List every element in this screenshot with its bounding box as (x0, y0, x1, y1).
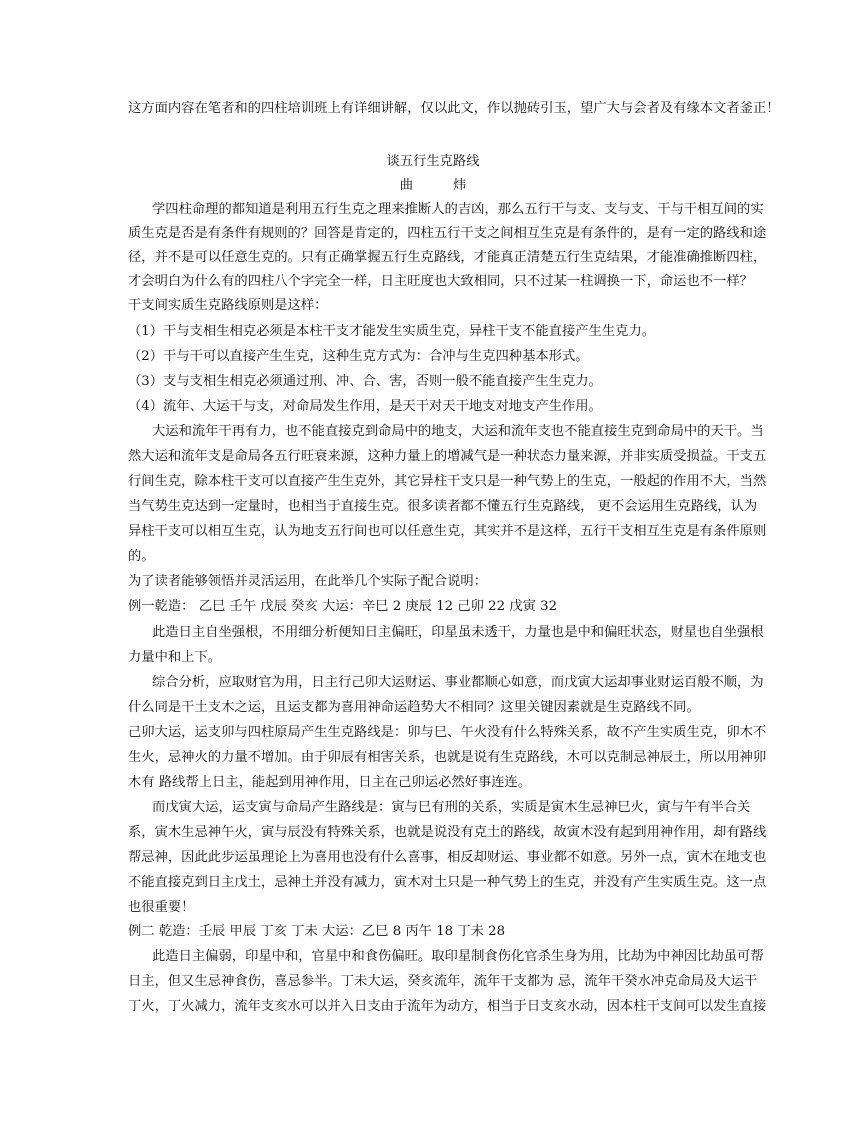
example-1-text: 不能直接克到日主戊土，忌神土并没有减力，寅木对土只是一种气势上的生克，并没有产生实质生克。这一点 (128, 875, 767, 890)
example-intro: 为了读者能够领悟并灵活运用，在此举几个实际子配合说明： (128, 574, 488, 589)
article-author (0, 174, 866, 198)
article-title: 谈五行生克路线 (386, 154, 480, 169)
paragraph-1-line: 学四柱命理的都知道是利用五行生克之理来推断人的吉凶，那么五行干与支、支与支、干与干相互间的实 (152, 202, 764, 217)
paragraph-2-line: 然大运和流年支是命局各五行旺衰来源，这种力量上的增减气是一种状态力量来源，并非实质受损益。干支五 (128, 449, 767, 464)
paragraph-2-line: 行间生克，除本柱干支可以直接产生生克外，其它异柱干支只是一种气势上的生克，一般起的作用不大，当然 (128, 474, 767, 489)
example-2-text: 此造日主偏弱，印星中和，官星中和食伤偏旺。取印星制食伤化官杀生身为用，比劫为中神因比劫虽可帮 (152, 949, 764, 964)
intro-line: 这方面内容在笔者和的四柱培训班上有详细讲解，仅以此文，作以抛砖引玉，望广大与会者及有缘本文者釜正！ (128, 101, 780, 116)
rule-item: （2）干与干可以直接产生生克，这种生克方式为：合冲与生克四种基本形式。 (128, 349, 589, 364)
example-2-header: 例二 乾造：壬辰 甲辰 丁亥 丁未 大运：乙巳 8 丙午 18 丁未 28 (128, 924, 506, 939)
example-1-text: 力量中和上下。 (128, 650, 222, 665)
rule-item: （4）流年、大运干与支，对命局发生作用，是天干对天干地支对地支产生作用。 (128, 399, 602, 414)
example-2-text: 丁火，丁火减力，流年支亥水可以并入日支由于流年为动方，相当于日支亥水动，因本柱干支间可以发生直接 (128, 999, 767, 1014)
example-1-text: 己卯大运，运支卯与四柱原局产生生克路线是：卯与巳、午火没有什么特殊关系，故不产生实质生克，卯木不 (128, 725, 767, 740)
paragraph-2-line: 大运和流年干再有力，也不能直接克到命局中的地支，大运和流年支也不能直接生克到命局中的天干。当 (152, 424, 764, 439)
paragraph-2-line: 异柱干支可以相互生克，认为地支五行间也可以任意生克，其实并不是这样，五行干支相互生克是有条件原则 (128, 524, 767, 539)
example-1-text: 帮忌神，因此此步运虽理论上为喜用也没有什么喜事，相反却财运、事业都不如意。另外一点，寅木在地支也 (128, 850, 767, 865)
example-1-text: 此造日主自坐强根，不用细分析便知日主偏旺，印星虽未透干，力量也是中和偏旺状态，财星也自坐强根 (152, 625, 764, 640)
paragraph-2-line: 的。 (128, 549, 155, 564)
example-1-text: 生火，忌神火的力量不增加。由于卯辰有相害关系，也就是说有生克路线，木可以克制忌神辰土，所以用神卯 (128, 750, 767, 765)
rule-item: （3）支与支相生相克必须通过刑、冲、合、害，否则一般不能直接产生生克力。 (128, 374, 602, 389)
example-1-text: 系，寅木生忌神午火，寅与辰没有特殊关系，也就是说没有克土的路线，故寅木没有起到用神作用，却有路线 (128, 825, 767, 840)
example-1-text: 也很重要！ (128, 900, 195, 915)
paragraph-2-line: 当气势生克达到一定量时，也相当于直接生克。很多读者都不懂五行生克路线， 更不会运用生克路线，认为 (128, 499, 758, 514)
paragraph-1-line: 才会明白为什么有的四柱八个字完全一样，日主旺度也大致相同，只不过某一柱调换一下，命运也不一样？ (128, 274, 753, 289)
author-given: 曲 (399, 178, 413, 193)
example-1-text: 而戊寅大运，运支寅与命局产生路线是：寅与巳有刑的关系，实质是寅木生忌神巳火，寅与午有半合关 (152, 800, 751, 815)
example-1-text: 木有 路线帮上日主，能起到用神作用，日主在己卯运必然好事连连。 (128, 775, 532, 790)
example-1-header: 例一乾造： 乙巳 壬午 戊辰 癸亥 大运：辛巳 2 庚辰 12 己卯 22 戊寅 32 (128, 599, 558, 614)
example-1-text: 什么同是干土支木之运，且运支都为喜用神命运趋势大不相同？这里关键因素就是生克路线不同。 (128, 700, 700, 715)
principle-heading: 干支间实质生克路线原则是这样： (128, 298, 328, 313)
example-1-text: 综合分析，应取财官为用，日主行己卯大运财运、事业都顺心如意，而戊寅大运却事业财运百般不顺，为 (152, 675, 764, 690)
rule-item: （1）干与支相生相克必须是本柱干支才能发生实质生克，异柱干支不能直接产生生克力。 (128, 324, 656, 339)
paragraph-1-line: 质生克是否是有条件有规则的？回答是肯定的，四柱五行干支之间相互生克是有条件的，是有一定的路线和途 (128, 226, 767, 241)
paragraph-1-line: 径，并不是可以任意生克的。只有正确掌握五行生克路线，才能真正清楚五行生克结果，才能准确推断四柱， (128, 250, 767, 265)
author-family: 炜 (453, 178, 467, 193)
example-2-text: 日主，但又生忌神食伤，喜忌参半。丁未大运，癸亥流年，流年干支都为 忌，流年干癸水冲克命局及大运干 (128, 974, 758, 989)
